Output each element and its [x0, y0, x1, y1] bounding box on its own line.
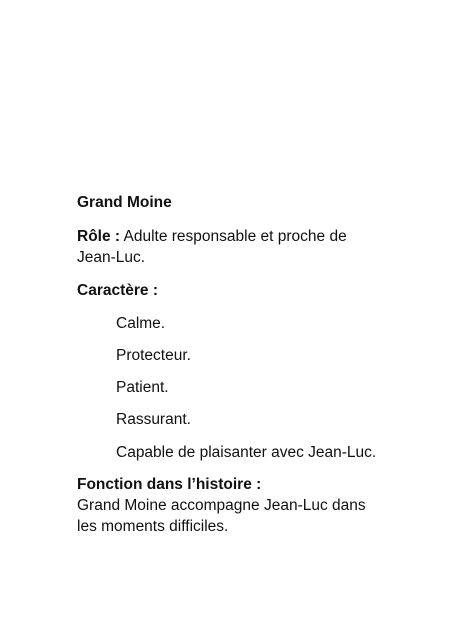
story-function-line-one: Grand Moine accompagne Jean-Luc dans	[77, 497, 366, 514]
story-function-line-two: les moments difficiles.	[77, 518, 229, 535]
role-label: Rôle :	[77, 228, 121, 245]
trait-protective: Protecteur.	[116, 347, 191, 364]
character-traits-heading: Caractère :	[77, 282, 158, 299]
trait-patient: Patient.	[116, 379, 169, 396]
story-function-heading: Fonction dans l’histoire :	[77, 476, 262, 493]
role-line-one	[77, 226, 347, 248]
trait-calm: Calme.	[116, 315, 166, 332]
role-description-part-two: Jean-Luc.	[77, 249, 146, 266]
trait-joking-with-jean-luc: Capable de plaisanter avec Jean-Luc.	[116, 444, 377, 461]
role-description-part-one: Adulte responsable et proche de	[123, 228, 347, 245]
trait-reassuring: Rassurant.	[116, 411, 191, 428]
character-name-heading: Grand Moine	[77, 194, 172, 211]
